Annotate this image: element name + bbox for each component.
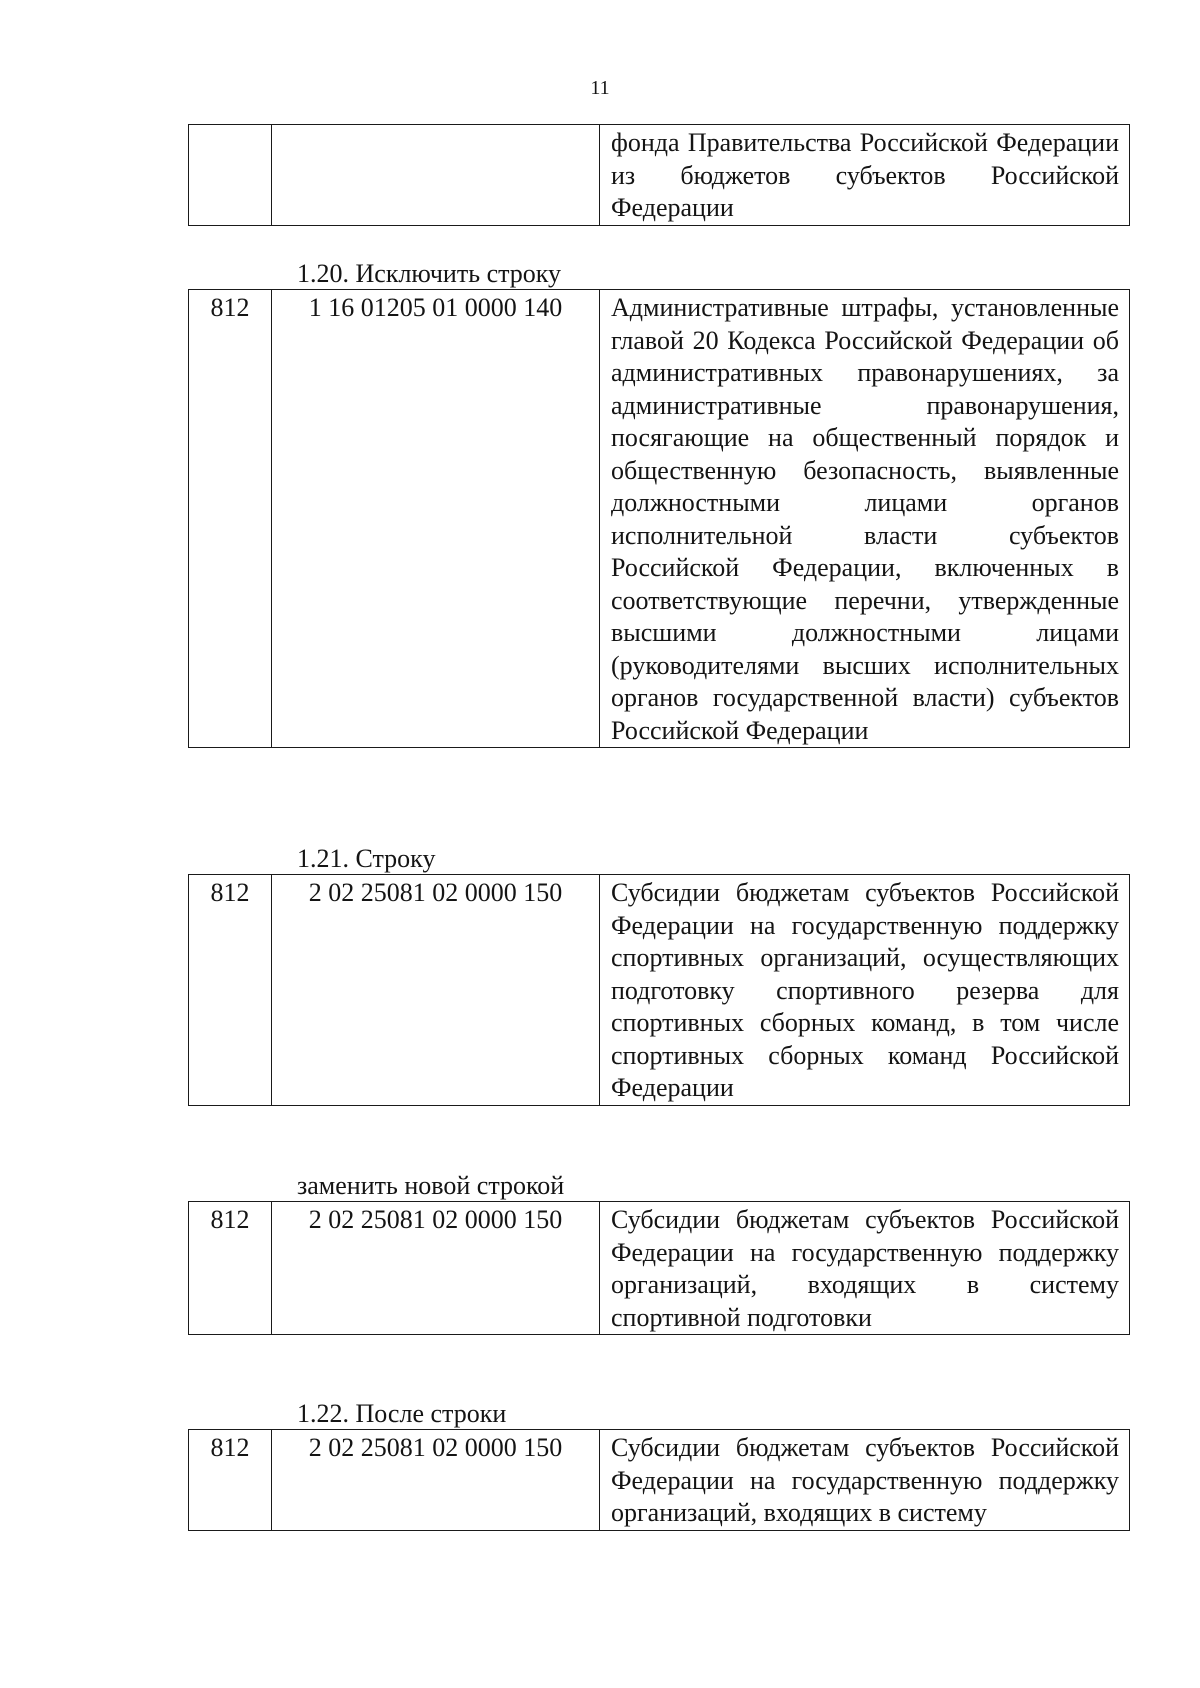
kbk-code-cell: 2 02 25081 02 0000 150 xyxy=(272,1202,600,1335)
revenue-name-cell: Субсидии бюджетам субъектов Российской Федерации на государственную поддержку организаций, входящих в систему xyxy=(600,1430,1130,1531)
section-table-1-22 xyxy=(188,1429,1130,1531)
revenue-name-cell: Административные штрафы, установленные главой 20 Кодекса Российской Федерации об административных правонарушениях, за административные правонарушения, посягающие на общественный порядок и общественную безопасность, выявленные должностными лицами органов исполнительной власти субъектов Российской Федерации, включенных в соответствующие перечни, утвержденные высшими должностными лицами (руководителями высших исполнительных органов государственной власти) субъектов Российской Федерации xyxy=(600,290,1130,748)
admin-code-cell: 812 xyxy=(189,1202,272,1335)
admin-code-cell xyxy=(189,125,272,226)
table-row xyxy=(189,290,1130,748)
section-label-1-22: 1.22. После строки xyxy=(297,1399,507,1428)
revenue-name-cell: Субсидии бюджетам субъектов Российской Федерации на государственную поддержку спортивных организаций, осуществляющих подготовку спортивного резерва для спортивных сборных команд, в том числе спортивных сборных команд Российской Федерации xyxy=(600,875,1130,1106)
section-table-replace xyxy=(188,1201,1130,1335)
revenue-name-cell: фонда Правительства Российской Федерации из бюджетов субъектов Российской Федерации xyxy=(600,125,1130,226)
section-table-1-20 xyxy=(188,289,1130,748)
page-number: 11 xyxy=(590,77,610,99)
kbk-code-cell xyxy=(272,125,600,226)
admin-code-cell: 812 xyxy=(189,1430,272,1531)
section-label-1-21: 1.21. Строку xyxy=(297,844,436,873)
section-table-1-21 xyxy=(188,874,1130,1106)
continuation-table xyxy=(188,124,1130,226)
table-row xyxy=(189,1202,1130,1335)
kbk-code-cell: 2 02 25081 02 0000 150 xyxy=(272,875,600,1106)
admin-code-cell: 812 xyxy=(189,875,272,1106)
kbk-code-cell: 2 02 25081 02 0000 150 xyxy=(272,1430,600,1531)
section-label-1-20: 1.20. Исключить строку xyxy=(297,259,562,288)
admin-code-cell: 812 xyxy=(189,290,272,748)
table-row xyxy=(189,875,1130,1106)
table-row xyxy=(189,1430,1130,1531)
table-row xyxy=(189,125,1130,226)
revenue-name-cell: Субсидии бюджетам субъектов Российской Федерации на государственную поддержку организаций, входящих в систему спортивной подготовки xyxy=(600,1202,1130,1335)
kbk-code-cell: 1 16 01205 01 0000 140 xyxy=(272,290,600,748)
section-label-replace: заменить новой строкой xyxy=(297,1171,565,1200)
